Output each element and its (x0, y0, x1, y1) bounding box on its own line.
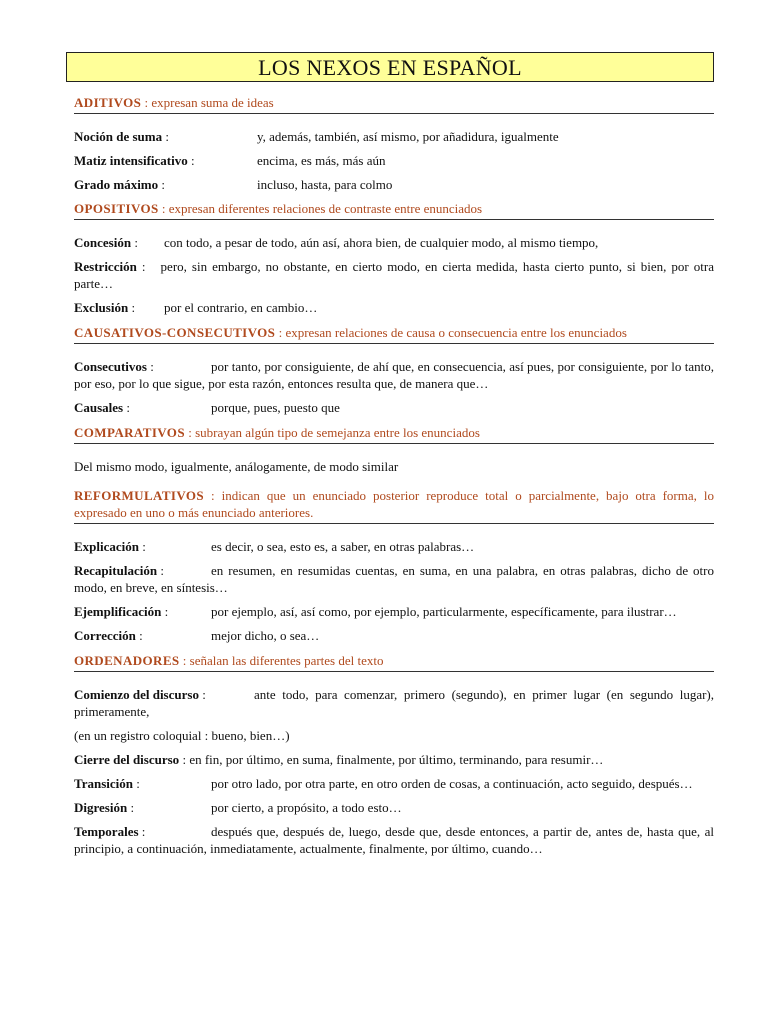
document-title: LOS NEXOS EN ESPAÑOL (258, 54, 522, 80)
term-text: en resumen, en resumidas cuentas, en suma, en una palabra, en otras palabras, dicho de otro modo, en breve, en síntesis… (74, 563, 714, 595)
term-label: Digresión (74, 800, 128, 815)
term-text: en fin, por último, en suma, finalmente, por último, terminando, para resumir… (189, 752, 604, 767)
section-description: señalan las diferentes partes del texto (189, 653, 384, 668)
term-label: Comienzo del discurso (74, 687, 199, 702)
section-heading: CAUSATIVOS-CONSECUTIVOS : expresan relaciones de causa o consecuencia entre los enunciados (74, 324, 714, 344)
list-item: Recapitulación : en resumen, en resumidas cuentas, en suma, en una palabra, en otras palabras, dicho de otro modo, en breve, en síntesis… (74, 563, 714, 595)
term-label: Noción de suma (74, 129, 163, 144)
section-keyword: ADITIVOS (74, 95, 142, 110)
section-keyword: CAUSATIVOS-CONSECUTIVOS (74, 325, 276, 340)
section-aditivos (74, 94, 714, 193)
section-ordenadores (74, 652, 714, 857)
section-keyword: ORDENADORES (74, 653, 180, 668)
section-body (74, 234, 714, 316)
term-label: Cierre del discurso (74, 752, 180, 767)
section-body (74, 358, 714, 416)
term-text: por otro lado, por otra parte, en otro orden de cosas, a continuación, acto seguido, después… (211, 776, 693, 791)
term-text: porque, pues, puesto que (211, 400, 340, 415)
section-body (74, 458, 714, 475)
list-item: Noción de suma : y, además, también, así mismo, por añadidura, igualmente (74, 129, 559, 144)
section-description: expresan relaciones de causa o consecuencia entre los enunciados (285, 325, 627, 340)
term-label: Ejemplificación (74, 604, 162, 619)
term-label: Temporales (74, 824, 139, 839)
section-body (74, 538, 714, 644)
section-keyword: COMPARATIVOS (74, 425, 185, 440)
list-item: Explicación : es decir, o sea, esto es, a saber, en otras palabras… (74, 539, 475, 554)
plain-text: Del mismo modo, igualmente, análogamente, de modo similar (74, 459, 399, 474)
section-causativos (74, 324, 714, 416)
term-text: por tanto, por consiguiente, de ahí que, en consecuencia, así pues, por consiguiente, por lo tanto, por eso, por lo que sigue, por esta razón, entonces resulta que, de manera que… (74, 359, 714, 391)
term-text: pero, sin embargo, no obstante, en cierto modo, en cierta medida, hasta cierto punto, si bien, por otra parte… (74, 259, 714, 291)
term-label: Causales (74, 400, 124, 415)
term-text: mejor dicho, o sea… (211, 628, 320, 643)
term-label: Transición (74, 776, 133, 791)
term-label: Explicación (74, 539, 140, 554)
list-item: Cierre del discurso : en fin, por último, en suma, finalmente, por último, terminando, para resumir… (74, 752, 604, 767)
list-item: Corrección : mejor dicho, o sea… (74, 628, 320, 643)
document-title-box (66, 52, 714, 82)
list-item: Matiz intensificativo : encima, es más, más aún (74, 153, 386, 168)
document-page (74, 52, 714, 864)
section-body (74, 128, 714, 193)
section-keyword: REFORMULATIVOS (74, 488, 205, 503)
term-text: ante todo, para comenzar, primero (segundo), en primer lugar (en segundo lugar), primeramente, (74, 687, 714, 719)
section-heading: ORDENADORES : señalan las diferentes partes del texto (74, 652, 714, 672)
section-comparativos (74, 424, 714, 475)
list-item (74, 727, 714, 744)
term-text: encima, es más, más aún (257, 153, 386, 168)
term-label: Matiz intensificativo (74, 153, 188, 168)
list-item: Digresión : por cierto, a propósito, a todo esto… (74, 800, 402, 815)
list-item: Ejemplificación : por ejemplo, así, así como, por ejemplo, particularmente, específicamente, para ilustrar… (74, 604, 677, 619)
term-text: por ejemplo, así, así como, por ejemplo, particularmente, específicamente, para ilustrar… (211, 604, 677, 619)
term-text: por cierto, a propósito, a todo esto… (211, 800, 402, 815)
section-opositivos (74, 200, 714, 316)
term-label: Recapitulación (74, 563, 158, 578)
term-label: Consecutivos (74, 359, 147, 374)
list-item: Consecutivos : por tanto, por consiguiente, de ahí que, en consecuencia, así pues, por consiguiente, por lo tanto, por eso, por lo que sigue, por esta razón, entonces resulta que, de manera que… (74, 359, 714, 391)
term-text: es decir, o sea, esto es, a saber, en otras palabras… (211, 539, 475, 554)
term-text: incluso, hasta, para colmo (257, 177, 393, 192)
section-heading: COMPARATIVOS : subrayan algún tipo de semejanza entre los enunciados (74, 424, 714, 444)
section-heading: REFORMULATIVOS : indican que un enunciado posterior reproduce total o parcialmente, bajo otra forma, lo expresado en uno o más enunciado anteriores. (74, 487, 714, 524)
term-label: Grado máximo (74, 177, 159, 192)
list-item: Exclusión : por el contrario, en cambio… (74, 300, 318, 315)
term-text: y, además, también, así mismo, por añadidura, igualmente (257, 129, 559, 144)
term-label: Concesión (74, 235, 132, 250)
term-label: Exclusión (74, 300, 129, 315)
section-keyword: OPOSITIVOS (74, 201, 159, 216)
section-description: subrayan algún tipo de semejanza entre los enunciados (195, 425, 480, 440)
section-heading: ADITIVOS : expresan suma de ideas (74, 94, 714, 114)
list-item: Transición : por otro lado, por otra parte, en otro orden de cosas, a continuación, acto seguido, después… (74, 776, 693, 791)
list-item: Temporales : después que, después de, luego, desde que, desde entonces, a partir de, antes de, hasta que, al principio, a continuación, inmediatamente, actualmente, finalmente, por último, cuando… (74, 824, 714, 856)
list-item: Comienzo del discurso : ante todo, para comenzar, primero (segundo), en primer lugar (en segundo lugar), primeramente, (74, 687, 714, 719)
section-body (74, 686, 714, 857)
term-label: Corrección (74, 628, 136, 643)
term-label: Restricción (74, 259, 137, 274)
section-description: expresan suma de ideas (151, 95, 274, 110)
section-description: expresan diferentes relaciones de contraste entre enunciados (168, 201, 483, 216)
list-item: Concesión : con todo, a pesar de todo, aún así, ahora bien, de cualquier modo, al mismo tiempo, (74, 235, 599, 250)
list-item: Causales : porque, pues, puesto que (74, 400, 340, 415)
term-text: por el contrario, en cambio… (164, 300, 318, 315)
term-text: después que, después de, luego, desde que, desde entonces, a partir de, antes de, hasta que, al principio, a continuación, inmediatamente, actualmente, finalmente, por último, cuando… (74, 824, 714, 856)
list-item: Restricción : pero, sin embargo, no obstante, en cierto modo, en cierta medida, hasta cierto punto, si bien, por otra parte… (74, 259, 714, 291)
section-description: indican que un enunciado posterior reproduce total o parcialmente, bajo otra forma, lo expresado en uno o más enunciado anteriores. (74, 488, 714, 520)
list-item: Grado máximo : incluso, hasta, para colmo (74, 177, 393, 192)
section-reformulativos (74, 487, 714, 644)
term-text: con todo, a pesar de todo, aún así, ahora bien, de cualquier modo, al mismo tiempo, (164, 235, 599, 250)
section-heading: OPOSITIVOS : expresan diferentes relaciones de contraste entre enunciados (74, 200, 714, 220)
term-text: (en un registro coloquial : bueno, bien…) (74, 728, 290, 743)
